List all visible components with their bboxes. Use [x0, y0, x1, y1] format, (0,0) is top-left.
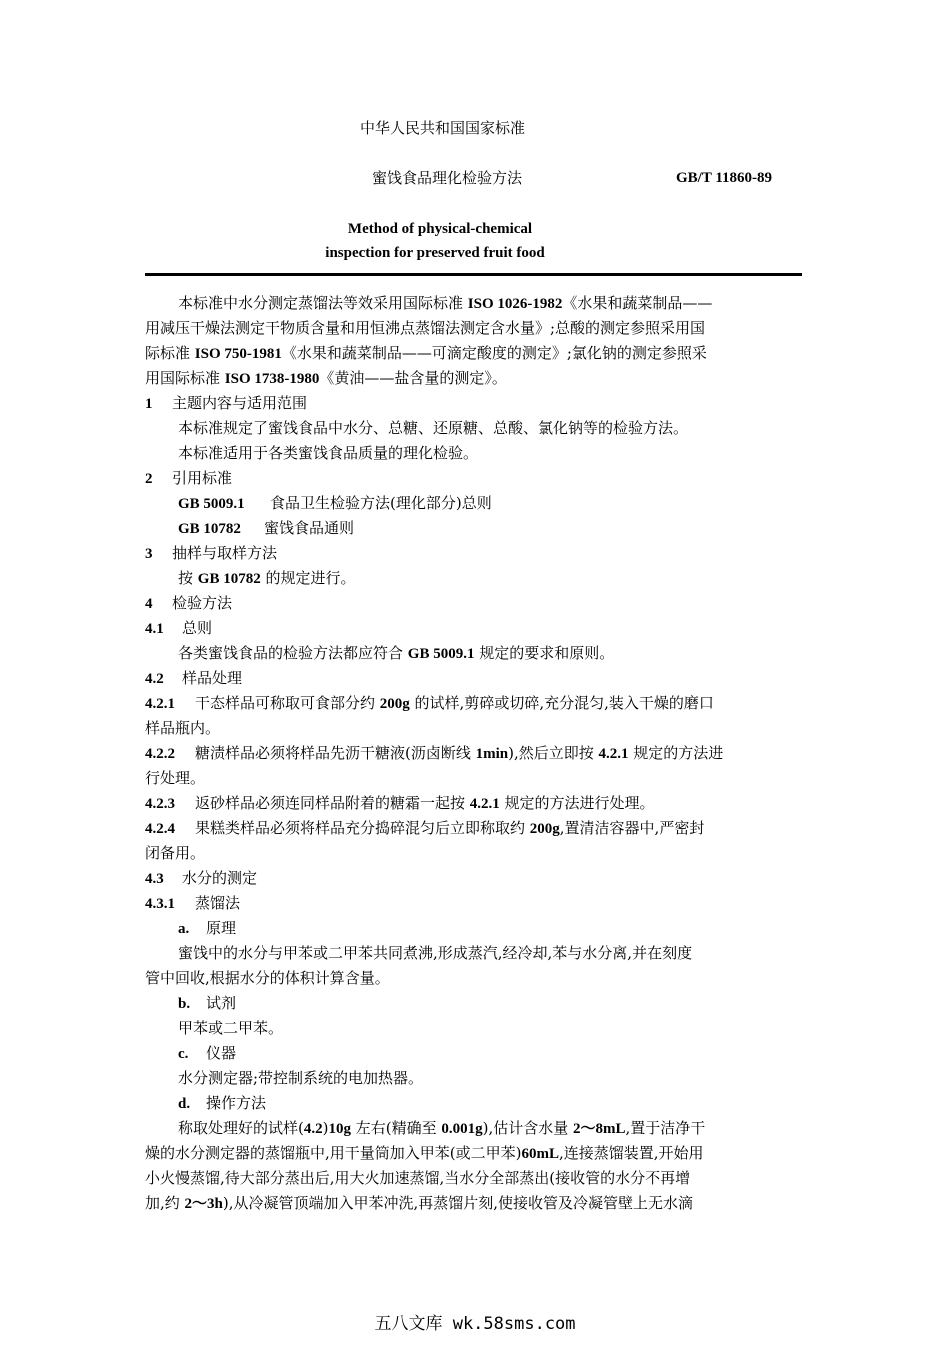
item-a-paragraph-line-2: 管中回收,根据水分的体积计算含量。 [145, 969, 390, 987]
item-c-paragraph: 水分测定器;带控制系统的电加热器。 [178, 1069, 424, 1087]
section-4-3-heading: 4.3 水分的测定 [145, 869, 258, 887]
standard-code: GB/T 11860-89 [676, 170, 772, 186]
text-run: 10g [328, 1121, 351, 1137]
intro-line-1 [178, 293, 712, 314]
text-run: 称取处理好的试样( [178, 1119, 304, 1137]
section-title: 主题内容与适用范围 [172, 394, 308, 412]
text-run: 2～8mL [573, 1121, 626, 1137]
section-title: 抽样与取样方法 [172, 544, 278, 562]
section-4-heading [145, 593, 232, 614]
reference-1 [178, 493, 492, 514]
section-1-paragraph-2: 本标准适用于各类蜜饯食品质量的理化检验。 [178, 444, 479, 462]
text-run: 用国际标准 [145, 369, 225, 387]
text-run: ISO 1026-1982 [467, 296, 563, 312]
text-run: 60mL [521, 1146, 559, 1162]
item-b-paragraph: 甲苯或二甲苯。 [178, 1019, 284, 1037]
item-a-heading: a. 原理 [178, 919, 237, 937]
item-a-paragraph-line-1: 蜜饯中的水分与甲苯或二甲苯共同煮沸,形成蒸汽,经冷却,苯与水分离,并在刻度 [178, 944, 693, 962]
reference-code: GB 10782 [178, 521, 241, 537]
item-d-line-2 [145, 1143, 704, 1164]
text-run: 《水果和蔬菜制品——可滴定酸度的测定》;氯化钠的测定参照采 [281, 344, 707, 362]
text-run: 4.2 [303, 1121, 323, 1137]
text-run: 加,约 [145, 1194, 185, 1212]
title-rule [145, 273, 802, 276]
section-4-2-2-line-1: 4.2.2 糖渍样品必须将样品先沥干糖液(沥卤断线 1min),然后立即按 4.2.1 规定的方法进 [145, 744, 724, 762]
reference-code: GB 5009.1 [178, 496, 245, 512]
item-b-heading: b. 试剂 [178, 994, 237, 1012]
section-title: 检验方法 [172, 594, 233, 612]
document-title-en-line2: inspection for preserved fruit food [325, 245, 545, 261]
text-run: 左右(精确至 [350, 1119, 442, 1137]
text-run: ),从冷凝管顶端加入甲苯冲洗,再蒸馏片刻,使接收管及冷凝管壁上无水滴 [222, 1194, 694, 1212]
section-3-paragraph: 按 GB 10782 的规定进行。 [178, 569, 356, 587]
text-run: 际标准 [145, 344, 195, 362]
section-number: 2 [145, 471, 153, 487]
item-c-heading: c. 仪器 [178, 1044, 237, 1062]
section-3-heading [145, 543, 277, 564]
section-4-2-4-line-2: 闭备用。 [145, 844, 206, 862]
section-4-2-2-line-2: 行处理。 [145, 769, 206, 787]
item-d-line-1 [178, 1118, 705, 1139]
item-d-heading: d. 操作方法 [178, 1094, 267, 1112]
reference-title: 食品卫生检验方法(理化部分)总则 [270, 494, 492, 512]
section-4-2-1-line-2: 样品瓶内。 [145, 719, 221, 737]
section-1-paragraph-1: 本标准规定了蜜饯食品中水分、总糖、还原糖、总酸、氯化钠等的检验方法。 [178, 419, 689, 437]
text-run: 本标准中水分测定蒸馏法等效采用国际标准 [178, 294, 468, 312]
section-1-heading [145, 393, 307, 414]
reference-2 [178, 518, 354, 539]
text-run: ,连接蒸馏装置,开始用 [558, 1144, 704, 1162]
item-d-line-4 [145, 1193, 693, 1214]
text-run: 燥的水分测定器的蒸馏瓶中,用干量筒加入甲苯(或二甲苯) [145, 1144, 522, 1162]
section-title: 引用标准 [172, 469, 233, 487]
text-run: ,置于洁净干 [625, 1119, 706, 1137]
section-number: 4 [145, 596, 153, 612]
section-4-2-1-line-1: 4.2.1 干态样品可称取可食部分约 200g 的试样,剪碎或切碎,充分混匀,装入干燥的磨口 [145, 694, 714, 712]
text-run: ) [322, 1119, 329, 1137]
text-run: ISO 1738-1980 [224, 371, 320, 387]
reference-title: 蜜饯食品通则 [264, 519, 355, 537]
text-run: ),估计含水量 [482, 1119, 573, 1137]
document-title-en-line1: Method of physical-chemical [347, 221, 533, 237]
section-4-2-4-line-1: 4.2.4 果糕类样品必须将样品充分捣碎混匀后立即称取约 200g,置清洁容器中,严密封 [145, 819, 705, 837]
footer-watermark: 五八文库 wk.58sms.com [374, 1314, 576, 1334]
item-d-line-3: 小火慢蒸馏,待大部分蒸出后,用大火加速蒸馏,当水分全部蒸出(接收管的水分不再增 [145, 1169, 691, 1187]
section-4-2-heading: 4.2 样品处理 [145, 669, 243, 687]
text-run: ISO 750-1981 [194, 346, 282, 362]
section-number: 1 [145, 396, 153, 412]
section-4-1-paragraph: 各类蜜饯食品的检验方法都应符合 GB 5009.1 规定的要求和原则。 [178, 644, 615, 662]
national-standard-heading: 中华人民共和国国家标准 [360, 119, 526, 137]
text-run: 《水果和蔬菜制品—— [562, 294, 713, 312]
text-run: 《黄油——盐含量的测定》。 [319, 369, 507, 387]
intro-line-4 [145, 368, 507, 389]
section-2-heading [145, 468, 232, 489]
intro-line-2: 用减压干燥法测定干物质含量和用恒沸点蒸馏法测定含水量》;总酸的测定参照采用国 [145, 319, 706, 337]
intro-line-3 [145, 343, 707, 364]
section-4-2-3-line-1: 4.2.3 返砂样品必须连同样品附着的糖霜一起按 4.2.1 规定的方法进行处理。 [145, 794, 655, 812]
section-4-3-1-heading: 4.3.1 蒸馏法 [145, 894, 241, 912]
section-number: 3 [145, 546, 153, 562]
document-title-cn: 蜜饯食品理化检验方法 [372, 169, 523, 187]
section-4-1-heading: 4.1 总则 [145, 619, 213, 637]
text-run: 2～3h [184, 1196, 223, 1212]
text-run: 0.001g [441, 1121, 483, 1137]
